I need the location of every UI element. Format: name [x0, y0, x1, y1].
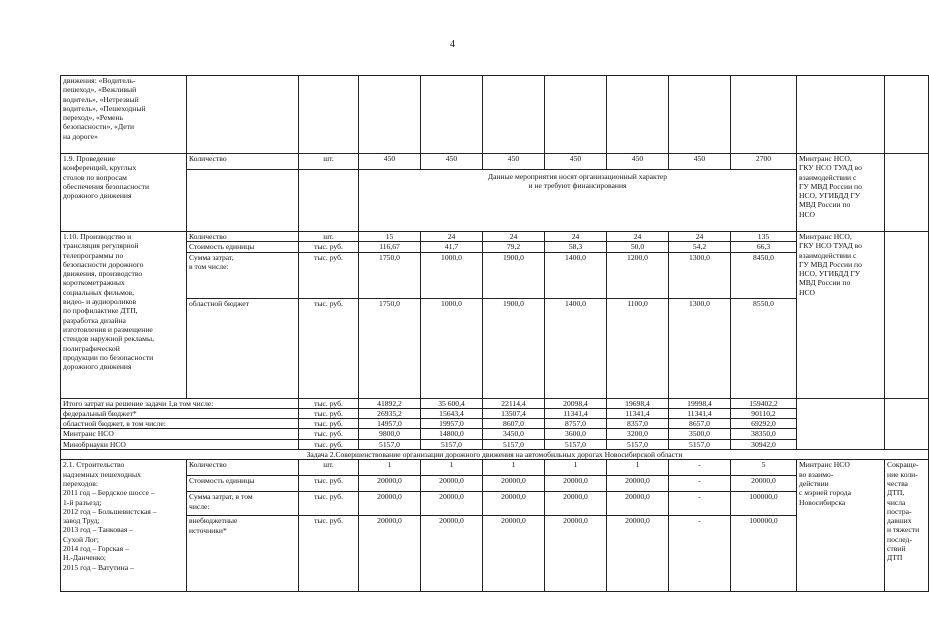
total-cell: 100000,0 [731, 492, 797, 516]
value-cell: 79,2 [483, 242, 545, 252]
value-cell: 8757,0 [545, 419, 607, 429]
value-cell: 3450,0 [483, 429, 545, 439]
value-cell: 11341,4 [607, 408, 669, 418]
value-cell: 41,7 [421, 242, 483, 252]
value-cell: 20000,0 [545, 476, 607, 492]
total-cell: 20000,0 [731, 476, 797, 492]
value-cell: 1750,0 [359, 252, 421, 298]
value-cell: 19998,4 [669, 398, 731, 408]
unit: тыс. руб. [299, 419, 359, 429]
total-cell: 5 [731, 460, 797, 476]
executor: Минтранс НСО, ГКУ НСО ТУАД во взаимодействии с ГУ МВД России по НСО, УГИБДД ГУ МВД России по НСО [797, 232, 885, 399]
value-cell: 1900,0 [483, 298, 545, 398]
total-cell: 90110,2 [731, 408, 797, 418]
value-cell: 450 [545, 154, 607, 170]
value-cell: 20000,0 [483, 516, 545, 592]
measures-table [60, 75, 929, 592]
total-cell: 66,3 [731, 242, 797, 252]
value-cell: 5157,0 [483, 439, 545, 449]
value-cell: 5157,0 [669, 439, 731, 449]
value-cell: 450 [669, 154, 731, 170]
value-cell: 41892,2 [359, 398, 421, 408]
value-cell: 20000,0 [421, 492, 483, 516]
value-cell: 20000,0 [359, 492, 421, 516]
table-row [61, 460, 929, 476]
unit: тыс. руб. [299, 408, 359, 418]
value-cell: 20000,0 [421, 516, 483, 592]
value-cell: 14800,0 [421, 429, 483, 439]
indicator: внебюджетные источники* [187, 516, 299, 592]
value-cell: 19698,4 [607, 398, 669, 408]
value-cell: 116,67 [359, 242, 421, 252]
value-cell: 1750,0 [359, 298, 421, 398]
unit: тыс. руб. [299, 476, 359, 492]
measure-name: движения: «Водитель- пешеход», «Вежливый водитель», «Нетрезвый водитель», «Пешеходный переход», «Ремень безопасности», «Дети на дороге» [61, 76, 187, 154]
value-cell: 11341,4 [669, 408, 731, 418]
value-cell: 1200,0 [607, 252, 669, 298]
indicator: Стоимость единицы [187, 242, 299, 252]
unit: тыс. руб. [299, 516, 359, 592]
value-cell: 5157,0 [607, 439, 669, 449]
value-cell: 15643,4 [421, 408, 483, 418]
value-cell: 3600,0 [545, 429, 607, 439]
expected-result: Сокраще- ние коли- чества ДТП, числа постра- давших и тяжести послед- ствий ДТП [885, 460, 929, 592]
value-cell: 20000,0 [483, 492, 545, 516]
value-cell: 20000,0 [545, 516, 607, 592]
value-cell: 8657,0 [669, 419, 731, 429]
table-row [61, 154, 929, 170]
value-cell: 1300,0 [669, 298, 731, 398]
value-cell: - [669, 460, 731, 476]
value-cell: 5157,0 [545, 439, 607, 449]
total-cell: 69292,0 [731, 419, 797, 429]
unit: шт. [299, 154, 359, 170]
value-cell: 9800,0 [359, 429, 421, 439]
value-cell: 450 [359, 154, 421, 170]
value-cell: 24 [545, 232, 607, 242]
continuation-row [61, 76, 929, 154]
value-cell: - [669, 492, 731, 516]
value-cell: 8607,0 [483, 419, 545, 429]
totals-label: Минтранс НСО [61, 429, 299, 439]
value-cell: 8357,0 [607, 419, 669, 429]
executor: Минтранс НСО во взаимо- действии с мэрией города Новосибирска [797, 460, 885, 592]
total-cell: 2700 [731, 154, 797, 170]
value-cell: 5157,0 [421, 439, 483, 449]
unit: тыс. руб. [299, 298, 359, 398]
totals-label: федеральный бюджет* [61, 408, 299, 418]
value-cell: 5157,0 [359, 439, 421, 449]
indicator: Сумма затрат, в том числе: [187, 492, 299, 516]
value-cell: 24 [483, 232, 545, 242]
unit: тыс. руб. [299, 242, 359, 252]
value-cell: 1 [359, 460, 421, 476]
value-cell: 20000,0 [607, 516, 669, 592]
value-cell: 50,0 [607, 242, 669, 252]
total-cell: 8550,0 [731, 298, 797, 398]
indicator: Количество [187, 232, 299, 242]
unit: тыс. руб. [299, 252, 359, 298]
value-cell: 20000,0 [483, 476, 545, 492]
value-cell: 11341,4 [545, 408, 607, 418]
total-cell: 8450,0 [731, 252, 797, 298]
task-title: Задача 2.Совершенствование организации дорожного движения на автомобильных дорогах Новосибирской области [61, 450, 929, 460]
totals-label: областной бюджет, в том числе: [61, 419, 299, 429]
indicator: Стоимость единицы [187, 476, 299, 492]
total-cell: 30942,0 [731, 439, 797, 449]
financing-note: Данные мероприятия носят организационный характер и не требуют финансирования [359, 170, 797, 232]
value-cell: 1300,0 [669, 252, 731, 298]
value-cell: 20000,0 [607, 476, 669, 492]
value-cell: 20000,0 [359, 476, 421, 492]
value-cell: 35 600,4 [421, 398, 483, 408]
value-cell: 450 [483, 154, 545, 170]
measure-name: 1.10. Производство и трансляция регулярной телепрограммы по безопасности дорожного движения, производство короткометражных социальных фильмов, видео- и аудиороликов по профилактике ДТП, разработка дизайна изготовления и размещение стендов наружной рекламы, полиграфической продукции по безопасности дорожного движения [61, 232, 187, 399]
value-cell: 1 [607, 460, 669, 476]
value-cell: 20000,0 [607, 492, 669, 516]
total-cell: 38350,0 [731, 429, 797, 439]
value-cell: 1100,0 [607, 298, 669, 398]
value-cell: 20000,0 [545, 492, 607, 516]
unit: шт. [299, 232, 359, 242]
value-cell: 15 [359, 232, 421, 242]
unit: тыс. руб. [299, 492, 359, 516]
indicator: областной бюджет [187, 298, 299, 398]
totals-label: Итого затрат на решение задачи 1,в том числе: [61, 398, 299, 408]
value-cell: 13507,4 [483, 408, 545, 418]
value-cell: 1400,0 [545, 252, 607, 298]
table-row [61, 232, 929, 242]
value-cell: - [669, 516, 731, 592]
value-cell: 14957,0 [359, 419, 421, 429]
executor: Минтранс НСО, ГКУ НСО ТУАД во взаимодействии с ГУ МВД России по НСО, УГИБДД ГУ МВД России по НСО [797, 154, 885, 232]
task-header-row [61, 450, 929, 460]
value-cell: 20098,4 [545, 398, 607, 408]
unit: тыс. руб. [299, 439, 359, 449]
value-cell: 450 [421, 154, 483, 170]
value-cell: - [669, 476, 731, 492]
value-cell: 1 [545, 460, 607, 476]
value-cell: 26935,2 [359, 408, 421, 418]
total-cell: 159402,2 [731, 398, 797, 408]
value-cell: 1900,0 [483, 252, 545, 298]
unit: тыс. руб. [299, 429, 359, 439]
value-cell: 1 [421, 460, 483, 476]
unit: тыс. руб. [299, 398, 359, 408]
value-cell: 58,3 [545, 242, 607, 252]
indicator: Количество [187, 460, 299, 476]
value-cell: 1400,0 [545, 298, 607, 398]
total-cell: 100000,0 [731, 516, 797, 592]
indicator: Количество [187, 154, 299, 170]
value-cell: 20000,0 [421, 476, 483, 492]
total-cell: 135 [731, 232, 797, 242]
measure-name: 1.9. Проведение конференций, круглых столов по вопросам обеспечения безопасности дорожного движения [61, 154, 187, 232]
value-cell: 24 [607, 232, 669, 242]
totals-label: Минобрнауки НСО [61, 439, 299, 449]
value-cell: 19957,0 [421, 419, 483, 429]
totals-row [61, 398, 929, 408]
value-cell: 1000,0 [421, 298, 483, 398]
value-cell: 24 [421, 232, 483, 242]
page-number: 4 [450, 39, 455, 50]
value-cell: 3500,0 [669, 429, 731, 439]
value-cell: 22114,4 [483, 398, 545, 408]
measure-name: 2.1. Строительство надземных пешеходных переходов: 2011 год – Бердское шоссе – 1-й разъезд; 2012 год – Большевистская – завод Труд; 2013 год – Танковая – Сухой Лог; 2014 год – Горская – Н.-Данченко; 2015 год – Ватутина – [61, 460, 187, 592]
value-cell: 54,2 [669, 242, 731, 252]
value-cell: 1 [483, 460, 545, 476]
value-cell: 1000,0 [421, 252, 483, 298]
indicator: Сумма затрат, в том числе: [187, 252, 299, 298]
unit: шт. [299, 460, 359, 476]
value-cell: 20000,0 [359, 516, 421, 592]
value-cell: 450 [607, 154, 669, 170]
value-cell: 3200,0 [607, 429, 669, 439]
value-cell: 24 [669, 232, 731, 242]
